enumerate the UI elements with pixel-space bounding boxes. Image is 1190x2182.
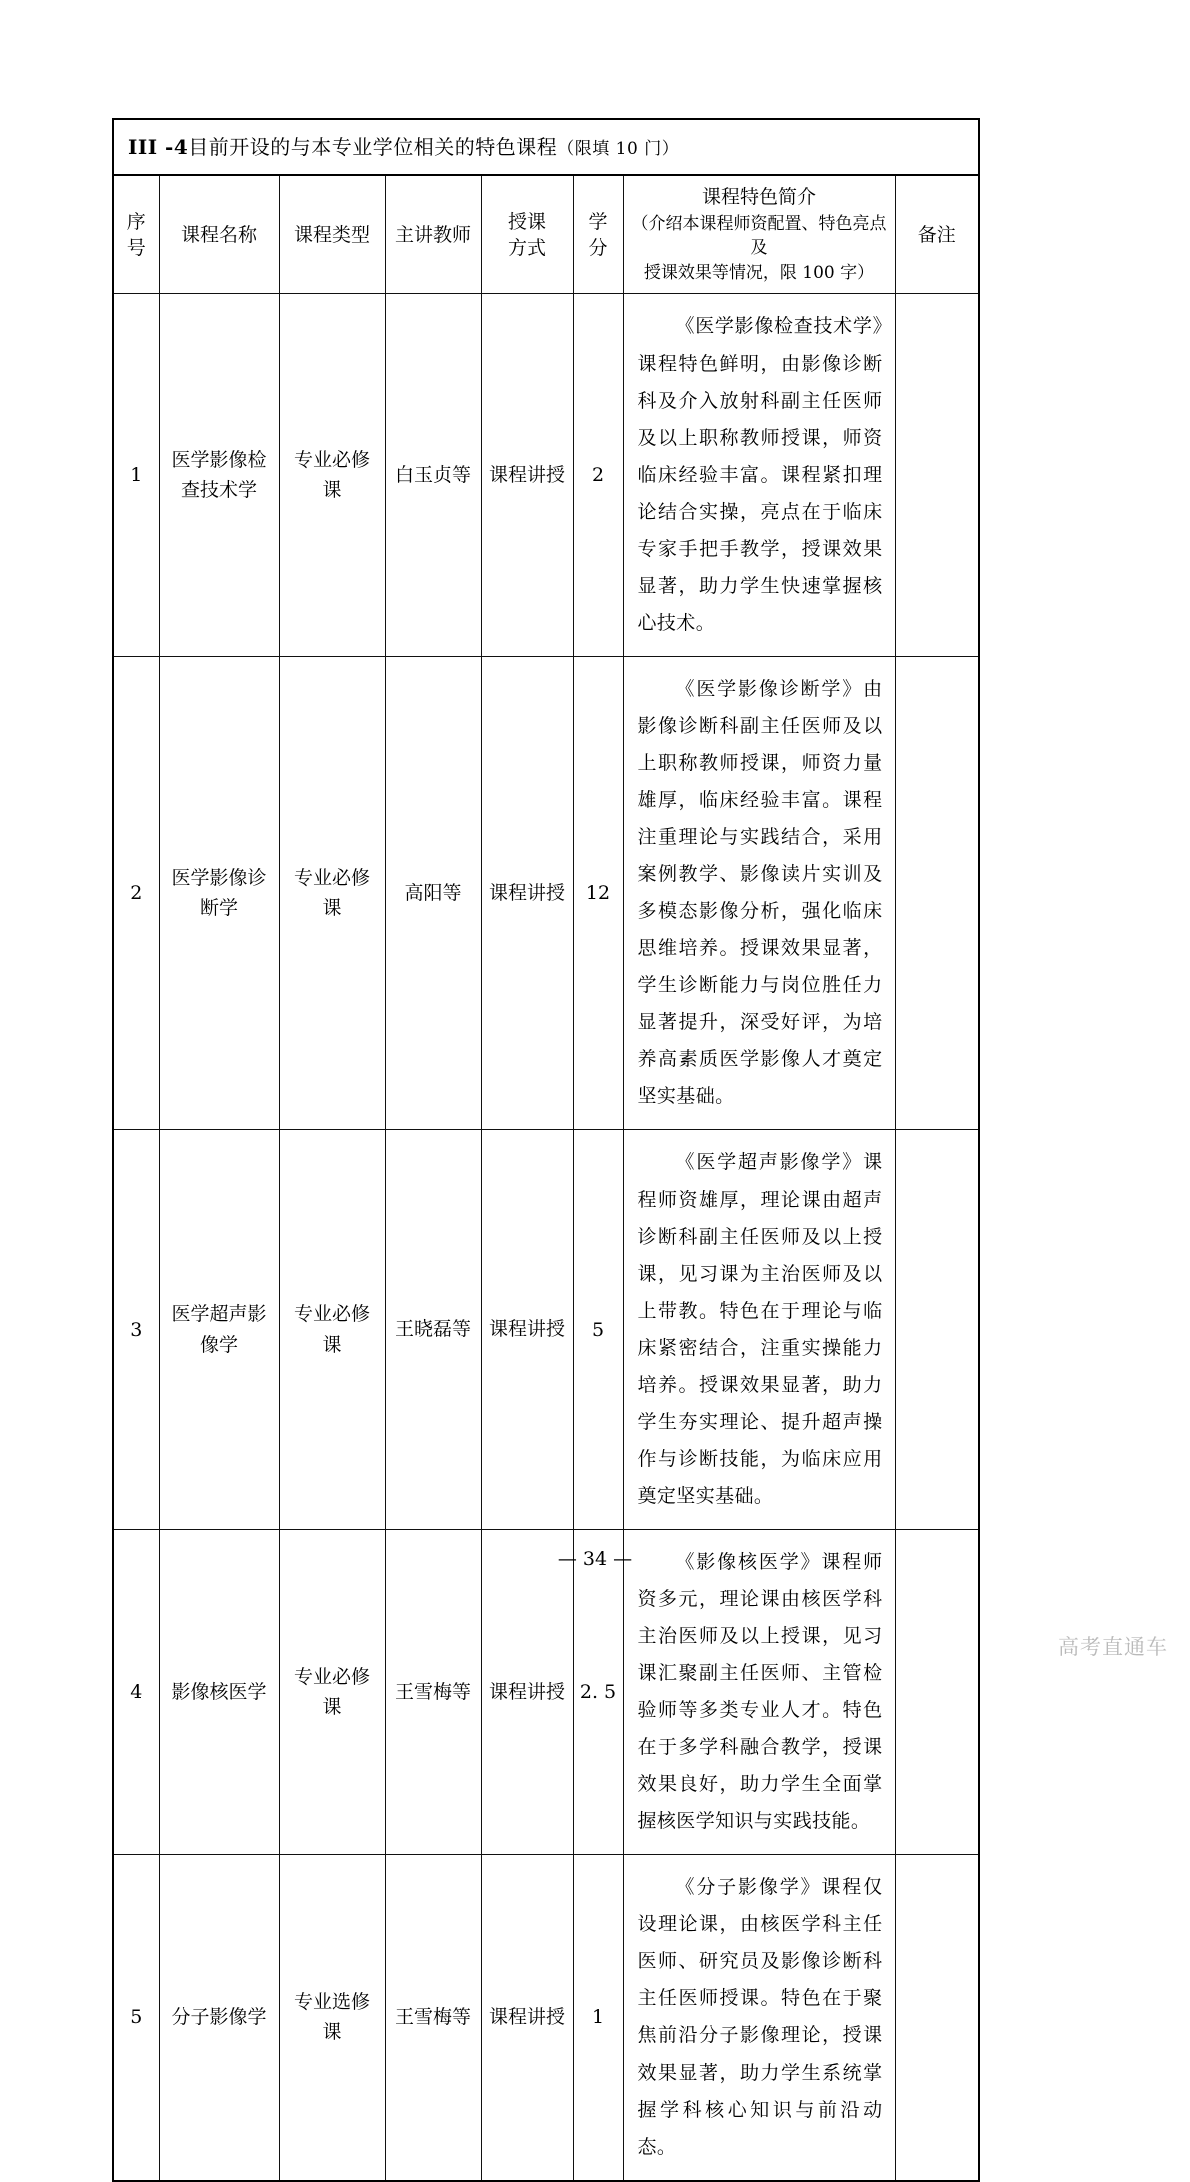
cell-note xyxy=(895,1529,979,1854)
table-header-row xyxy=(113,175,979,294)
cell-description xyxy=(623,656,895,1130)
header-description xyxy=(623,175,895,294)
cell-credit: 1 xyxy=(573,1855,623,2181)
cell-credit: 2. 5 xyxy=(573,1529,623,1854)
table-row xyxy=(113,1855,979,2181)
header-mode-line2: 方式 xyxy=(507,236,546,259)
cell-credit: 2 xyxy=(573,294,623,656)
cell-teacher: 高阳等 xyxy=(385,656,481,1130)
description-text: 《医学超声影像学》课程师资雄厚，理论课由超声诊断科副主任医师及以上授课，见习课为主治医师及以上带教。特色在于理论与临床紧密结合，注重实操能力培养。授课效果显著，助力学生夯实理论、提升超声操作与诊断技能，为临床应用奠定坚实基础。 xyxy=(637,1151,883,1507)
cell-note xyxy=(895,1130,979,1529)
watermark: 高考直通车 xyxy=(1058,1635,1168,1659)
cell-seq: 2 xyxy=(113,656,159,1130)
cell-course-type: 专业必修课 xyxy=(279,294,385,656)
cell-course-type: 专业选修课 xyxy=(279,1855,385,2181)
cell-teaching-mode: 课程讲授 xyxy=(481,1855,573,2181)
section-title-text: 目前开设的与本专业学位相关的特色课程 xyxy=(188,134,558,159)
header-note: 备注 xyxy=(895,175,979,294)
header-course-type: 课程类型 xyxy=(279,175,385,294)
cell-credit: 12 xyxy=(573,656,623,1130)
cell-note xyxy=(895,1855,979,2181)
cell-seq: 5 xyxy=(113,1855,159,2181)
cell-teacher: 王晓磊等 xyxy=(385,1130,481,1529)
special-courses-table xyxy=(112,118,980,2182)
description-text: 《医学影像检查技术学》课程特色鲜明，由影像诊断科及介入放射科副主任医师及以上职称教师授课，师资临床经验丰富。课程紧扣理论结合实操，亮点在于临床专家手把手教学，授课效果显著，助力学生快速掌握核心技术。 xyxy=(637,315,883,634)
cell-course-name: 影像核医学 xyxy=(159,1529,279,1854)
course-table-container xyxy=(112,118,978,2182)
description-text: 《分子影像学》课程仅设理论课，由核医学科主任医师、研究员及影像诊断科主任医师授课。特色在于聚焦前沿分子影像理论，授课效果显著，助力学生系统掌握学科核心知识与前沿动态。 xyxy=(637,1876,883,2158)
section-title xyxy=(128,135,964,159)
header-seq xyxy=(113,175,159,294)
header-seq-line2: 号 xyxy=(126,236,146,259)
header-teacher: 主讲教师 xyxy=(385,175,481,294)
cell-teaching-mode: 课程讲授 xyxy=(481,1130,573,1529)
header-teaching-mode xyxy=(481,175,573,294)
cell-course-name: 医学影像诊断学 xyxy=(159,656,279,1130)
cell-course-name: 医学超声影像学 xyxy=(159,1130,279,1529)
cell-description xyxy=(623,1855,895,2181)
header-course-name: 课程名称 xyxy=(159,175,279,294)
cell-teaching-mode: 课程讲授 xyxy=(481,656,573,1130)
cell-teacher: 王雪梅等 xyxy=(385,1855,481,2181)
description-text: 《影像核医学》课程师资多元，理论课由核医学科主治医师及以上授课，见习课汇聚副主任医师、主管检验师等多类专业人才。特色在于多学科融合教学，授课效果良好，助力学生全面掌握核医学知识与实践技能。 xyxy=(637,1550,883,1833)
cell-note xyxy=(895,294,979,656)
section-title-row xyxy=(113,119,979,175)
cell-seq: 4 xyxy=(113,1529,159,1854)
table-row xyxy=(113,1529,979,1854)
cell-teaching-mode: 课程讲授 xyxy=(481,294,573,656)
cell-seq: 1 xyxy=(113,294,159,656)
cell-course-name: 医学影像检查技术学 xyxy=(159,294,279,656)
header-credit-line1: 学 xyxy=(588,210,608,233)
table-row xyxy=(113,294,979,656)
header-credit-line2: 分 xyxy=(588,236,608,259)
cell-teacher: 王雪梅等 xyxy=(385,1529,481,1854)
section-number: III -4 xyxy=(128,134,189,159)
cell-description xyxy=(623,1529,895,1854)
section-title-note: （限填 10 门） xyxy=(557,138,680,159)
header-mode-line1: 授课 xyxy=(507,210,546,233)
cell-course-name: 分子影像学 xyxy=(159,1855,279,2181)
header-desc-line1: 课程特色简介 xyxy=(701,186,816,208)
page-number: — 34 — xyxy=(557,1548,633,1570)
table-row xyxy=(113,1130,979,1529)
header-seq-line1: 序 xyxy=(126,210,146,233)
header-desc-line3: 授课效果等情况，限 100 字） xyxy=(643,262,875,283)
header-desc-line2: （介绍本课程师资配置、特色亮点及 xyxy=(631,213,887,259)
description-text: 《医学影像诊断学》由影像诊断科副主任医师及以上职称教师授课，师资力量雄厚，临床经验丰富。课程注重理论与实践结合，采用案例教学、影像读片实训及多模态影像分析，强化临床思维培养。授课效果显著，学生诊断能力与岗位胜任力显著提升，深受好评，为培养高素质医学影像人才奠定坚实基础。 xyxy=(637,677,883,1108)
header-credit xyxy=(573,175,623,294)
cell-course-type: 专业必修课 xyxy=(279,656,385,1130)
cell-seq: 3 xyxy=(113,1130,159,1529)
section-title-cell xyxy=(113,119,979,175)
cell-course-type: 专业必修课 xyxy=(279,1529,385,1854)
table-row xyxy=(113,656,979,1130)
cell-note xyxy=(895,656,979,1130)
cell-teaching-mode: 课程讲授 xyxy=(481,1529,573,1854)
cell-description xyxy=(623,1130,895,1529)
cell-credit: 5 xyxy=(573,1130,623,1529)
cell-teacher: 白玉贞等 xyxy=(385,294,481,656)
cell-course-type: 专业必修课 xyxy=(279,1130,385,1529)
cell-description xyxy=(623,294,895,656)
